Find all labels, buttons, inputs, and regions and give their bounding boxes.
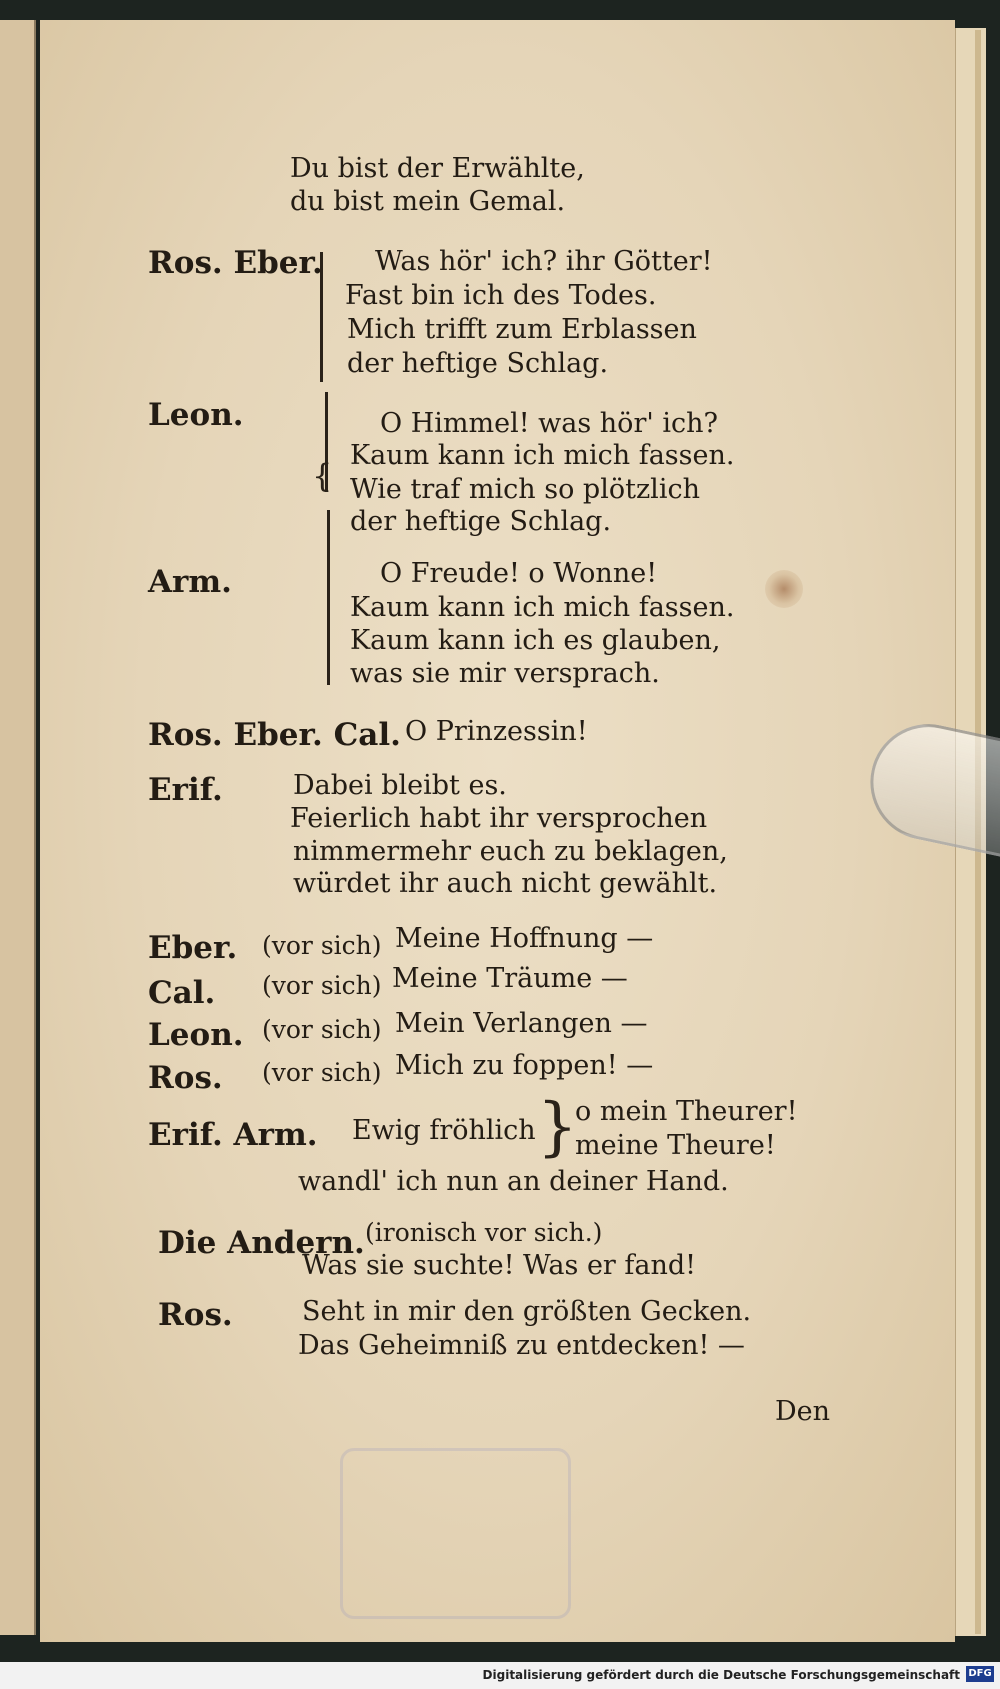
speaker-name: Ros. Eber. Cal. <box>148 717 401 753</box>
verse-line: Kaum kann ich es glauben, <box>350 625 721 656</box>
facing-page-edge <box>0 20 36 1635</box>
ensemble-bracket <box>327 510 330 685</box>
verse-line: Seht in mir den größten Gecken. <box>302 1296 752 1327</box>
speaker-name: Ros. <box>158 1297 233 1333</box>
verse-line: Meine Träume — <box>392 963 628 994</box>
verse-line: Kaum kann ich mich fassen. <box>350 592 735 623</box>
speaker-name: Leon. <box>148 397 244 433</box>
verse-line: Fast bin ich des Todes. <box>345 280 657 311</box>
speaker-name: Ros. Eber. <box>148 245 323 281</box>
verse-line: Was sie suchte! Was er fand! <box>302 1250 697 1281</box>
verse-line: Dabei bleibt es. <box>293 770 507 801</box>
verse-line: o mein Theurer! <box>575 1096 798 1127</box>
verse-line: Mein Verlangen — <box>395 1008 648 1039</box>
verse-line: was sie mir versprach. <box>350 658 660 689</box>
speaker-name: Erif. Arm. <box>148 1117 318 1153</box>
speaker-name: Erif. <box>148 772 223 808</box>
verse-line: meine Theure! <box>575 1130 776 1161</box>
stage-direction: (vor sich) <box>262 931 382 960</box>
verse-line: Was hör' ich? ihr Götter! <box>375 246 713 277</box>
verse-line: wandl' ich nun an deiner Hand. <box>298 1166 729 1197</box>
speaker-name: Leon. <box>148 1017 244 1053</box>
verse-line: Meine Hoffnung — <box>395 923 654 954</box>
verse-line: O Himmel! was hör' ich? <box>380 408 718 439</box>
dfg-logo: DFG <box>966 1666 994 1682</box>
verse-line: Wie traf mich so plötzlich <box>350 474 700 505</box>
speaker-name: Arm. <box>148 564 232 600</box>
ensemble-bracket <box>320 252 323 382</box>
catchword: Den <box>775 1396 831 1427</box>
verse-line: Kaum kann ich mich fassen. <box>350 440 735 471</box>
speaker-name: Die Andern. <box>158 1225 365 1261</box>
footer-credit: Digitalisierung gefördert durch die Deutsche Forschungsgemeinschaft <box>482 1668 960 1682</box>
verse-line: Mich zu foppen! — <box>395 1050 654 1081</box>
verse-line: O Freude! o Wonne! <box>380 558 658 589</box>
book-page <box>40 20 955 1642</box>
stage-direction: (vor sich) <box>262 1015 382 1044</box>
paper-stain <box>765 570 803 608</box>
library-stamp <box>340 1448 571 1619</box>
stage-direction: (ironisch vor sich.) <box>365 1218 603 1247</box>
verse-line: Das Geheimniß zu entdecken! — <box>298 1330 745 1361</box>
verse-line: O Prinzessin! <box>405 716 588 747</box>
stage-direction: (vor sich) <box>262 1058 382 1087</box>
verse-line: Feierlich habt ihr versprochen <box>290 803 708 834</box>
verse-line: nimmermehr euch zu beklagen, <box>293 836 728 867</box>
verse-line: Ewig fröhlich <box>352 1115 536 1146</box>
verse-line: Du bist der Erwählte, <box>290 153 585 184</box>
stage-direction: (vor sich) <box>262 971 382 1000</box>
speaker-name: Ros. <box>148 1060 223 1096</box>
verse-line: Mich trifft zum Erblassen <box>347 314 697 345</box>
speaker-name: Cal. <box>148 975 216 1011</box>
verse-line: der heftige Schlag. <box>347 348 609 379</box>
verse-line: du bist mein Gemal. <box>290 186 566 217</box>
speaker-name: Eber. <box>148 930 238 966</box>
verse-line: der heftige Schlag. <box>350 506 612 537</box>
brace-mark: { <box>312 457 333 495</box>
brace-mark: } <box>537 1090 578 1164</box>
verse-line: würdet ihr auch nicht gewählt. <box>293 868 718 899</box>
